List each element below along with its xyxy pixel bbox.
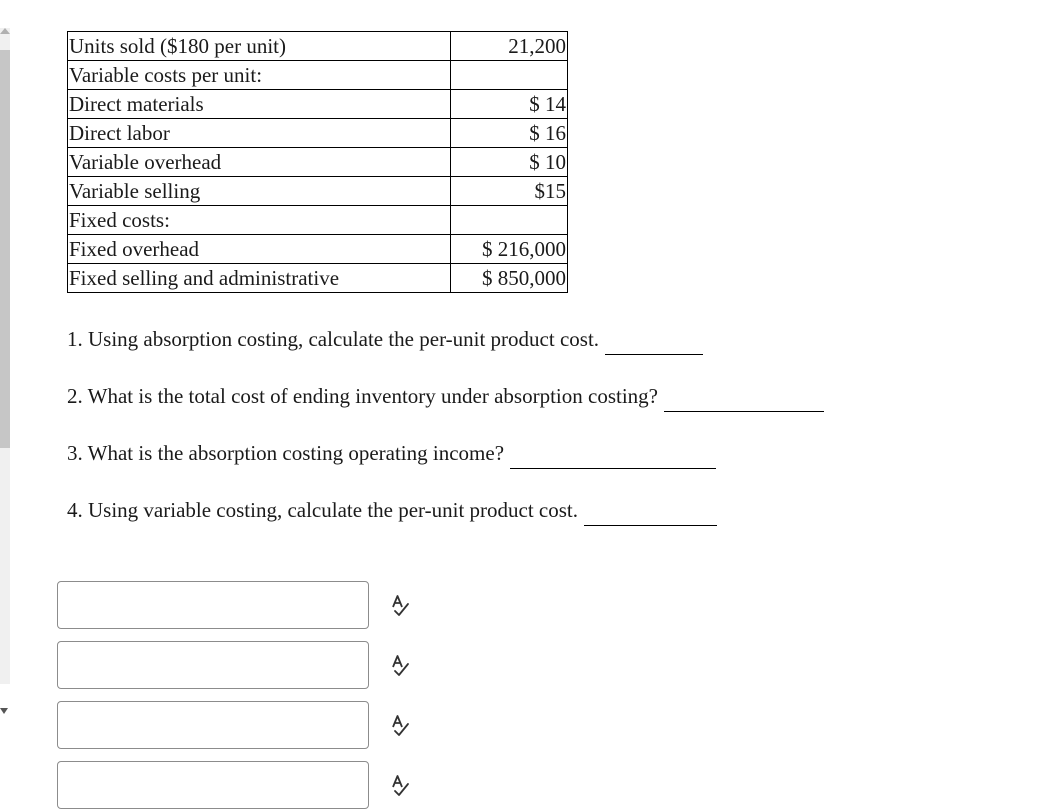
row-label: Direct materials: [68, 90, 451, 119]
table-row: [68, 90, 568, 119]
row-label: Units sold ($180 per unit): [68, 32, 451, 61]
table-row: [68, 264, 568, 293]
row-label: Variable selling: [68, 177, 451, 206]
row-value: $ 14: [451, 90, 568, 119]
table-row: [68, 61, 568, 90]
question-list: [67, 327, 824, 555]
row-value: $ 16: [451, 119, 568, 148]
scroll-down-icon[interactable]: [0, 708, 8, 714]
table-row: [68, 32, 568, 61]
answer-3-input[interactable]: [57, 701, 369, 749]
row-value: $ 850,000: [451, 264, 568, 293]
question-3: [67, 441, 824, 498]
table-row: [68, 235, 568, 264]
table-row: [68, 119, 568, 148]
question-text: 4. Using variable costing, calculate the per-unit product cost.: [67, 498, 579, 522]
row-label: Fixed costs:: [68, 206, 451, 235]
table-row: [68, 148, 568, 177]
cost-data-table: [67, 31, 568, 293]
row-label: Variable costs per unit:: [68, 61, 451, 90]
row-label: Variable overhead: [68, 148, 451, 177]
spellcheck-icon[interactable]: [388, 653, 412, 677]
question-text: 3. What is the absorption costing operating income?: [67, 441, 505, 465]
answer-2-input[interactable]: [57, 641, 369, 689]
row-value: $ 10: [451, 148, 568, 177]
scroll-up-icon[interactable]: [0, 28, 10, 34]
row-label: Fixed overhead: [68, 235, 451, 264]
row-value: 21,200: [451, 32, 568, 61]
spellcheck-icon[interactable]: [388, 773, 412, 797]
row-label: Fixed selling and administrative: [68, 264, 451, 293]
table-row: [68, 206, 568, 235]
row-value: [451, 61, 568, 90]
row-value: [451, 206, 568, 235]
answer-blank: [510, 441, 716, 469]
question-text: 1. Using absorption costing, calculate the per-unit product cost.: [67, 327, 600, 351]
answer-blank: [605, 327, 703, 355]
scrollbar-thumb[interactable]: [0, 50, 10, 448]
scrollbar-track[interactable]: [0, 28, 10, 684]
row-value: $ 216,000: [451, 235, 568, 264]
question-1: [67, 327, 824, 384]
table-row: [68, 177, 568, 206]
spellcheck-icon[interactable]: [388, 713, 412, 737]
answer-blank: [664, 384, 824, 412]
question-2: [67, 384, 824, 441]
answer-blank: [584, 498, 717, 526]
question-text: 2. What is the total cost of ending inventory under absorption costing?: [67, 384, 658, 408]
row-value: $15: [451, 177, 568, 206]
answer-1-input[interactable]: [57, 581, 369, 629]
answer-4-input[interactable]: [57, 761, 369, 809]
question-4: [67, 498, 824, 555]
spellcheck-icon[interactable]: [388, 593, 412, 617]
row-label: Direct labor: [68, 119, 451, 148]
